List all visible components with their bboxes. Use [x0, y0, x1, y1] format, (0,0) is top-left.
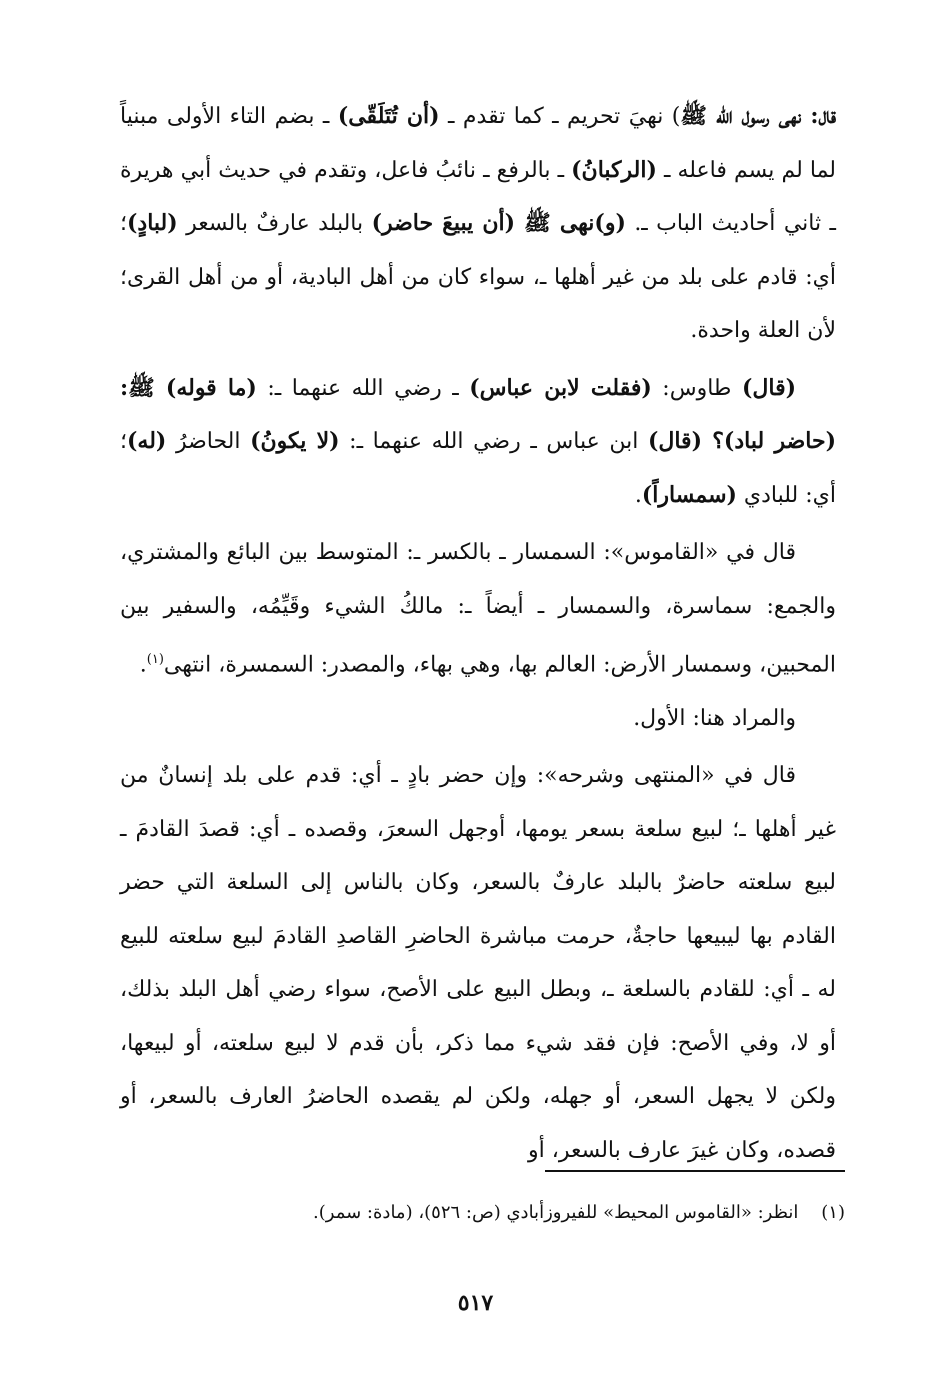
paragraph-2 [120, 362, 836, 523]
bold-text-segment: (الركبانُ) [571, 156, 657, 183]
bold-text-segment: (قال) [741, 374, 796, 401]
paragraph-3 [120, 526, 836, 692]
text-segment: الحاضرُ [166, 429, 251, 454]
text-segment: ؛ أي: قادم على بلد من غير أهلها ـ، سواء كان من أهل البادية، أو من أهل القرى؛ لأن العلة واحدة. [120, 211, 836, 343]
body-text [120, 90, 836, 1177]
text-segment: ـ رضي الله عنهما ـ: [256, 375, 470, 401]
text-segment: قال في «القاموس»: السمسار ـ بالكسر ـ: المتوسط بين البائع والمشتري، والجمع: سماسرة، والسمسار ـ أيضاً ـ: مالكُ الشيء وقَيِّمُه، والسفير بين المحبين، وسمسار الأرض: العالم بها، وهي بهاء، والمصدر: السمسرة، انتهى [120, 540, 836, 678]
text-segment: ) نهيَ تحريم ـ كما تقدم ـ [439, 104, 681, 129]
text-segment: ـ بضم التاء الأولى مبنياً لما لم يسم فاعله ـ [120, 104, 837, 183]
text-segment: بالبلد عارفٌ بالسعر [177, 211, 372, 236]
bold-text-segment: (ما قوله) ﷺ: (حاضر لباد)؟ (قال) [120, 374, 836, 454]
text-segment: ـ بالرفع ـ نائبُ فاعل، وتقدم في حديث أبي هريرة ـ ثاني أحاديث الباب ـ. [120, 157, 837, 236]
text-segment: طاوس: [651, 375, 742, 401]
text-segment: (١) [146, 652, 164, 667]
footnote-number: (١) [821, 1202, 845, 1223]
text-segment: . [139, 652, 147, 678]
paragraph-5 [120, 749, 836, 1177]
text-segment: ؛ أي: للبادي [120, 429, 836, 508]
bold-text-segment: (و)نهى ﷺ (أن يبيعَ حاضر) [371, 210, 626, 236]
paragraph-1 [120, 90, 836, 358]
bold-text-segment: (أن تُتَلَقّى) [337, 103, 440, 129]
bold-text-segment: (سمساراً) [641, 481, 737, 508]
bold-text-segment: (لا يكونُ) [250, 428, 340, 454]
bold-text-segment: نهى رسول الله ﷺ [680, 103, 802, 129]
text-segment: ابن عباس ـ رضي الله عنهما ـ: [339, 429, 648, 454]
bold-text-segment: (فقلت لابن عباس) [469, 374, 652, 401]
bold-text-segment: قال: [801, 103, 836, 129]
page-number: ٥١٧ [457, 1290, 494, 1316]
paragraph-4 [120, 692, 836, 746]
text-segment: والمراد هنا: الأول. [633, 705, 796, 731]
footnote-text: انظر: «القاموس المحيط» للفيروزأبادي (ص: ٥٢٦)، (مادة: سمر). [313, 1202, 799, 1223]
bold-text-segment: (له) [127, 428, 167, 454]
footnote-divider [545, 1170, 845, 1172]
footnote [120, 1198, 845, 1228]
text-segment: . [634, 482, 642, 508]
bold-text-segment: (لبادٍ) [127, 210, 178, 236]
text-segment: قال في «المنتهى وشرحه»: وإن حضر بادٍ ـ أي: قدم على بلد إنسانٌ من غير أهلها ـ؛ لبيع سلعة بسعر يومها، أوجهل السعرَ، وقصده ـ أي: قصدَ القادمَ ـ لبيع سلعته حاضرٌ بالبلد عارفٌ بالسعر، وكان بالناس إلى السلعة التي حضر القادم بها ليبيعها حاجةٌ، حرمت مباشرة الحاضرِ القاصدِ القادمَ لبيع سلعته للبيع له ـ أي: للقادم بالسلعة ـ، وبطل البيع على الأصح، سواء رضي أهل البلد بذلك، أو لا، وفي الأصح: فإن فقد شيء مما ذكر، بأن قدم لا لبيع سلعته، أو لبيعها، ولكن لا يجهل السعر، أو جهله، ولكن لم يقصده الحاضرُ العارف بالسعر، أو قصده، وكان غيرَ عارف بالسعر، أو [120, 763, 836, 1163]
